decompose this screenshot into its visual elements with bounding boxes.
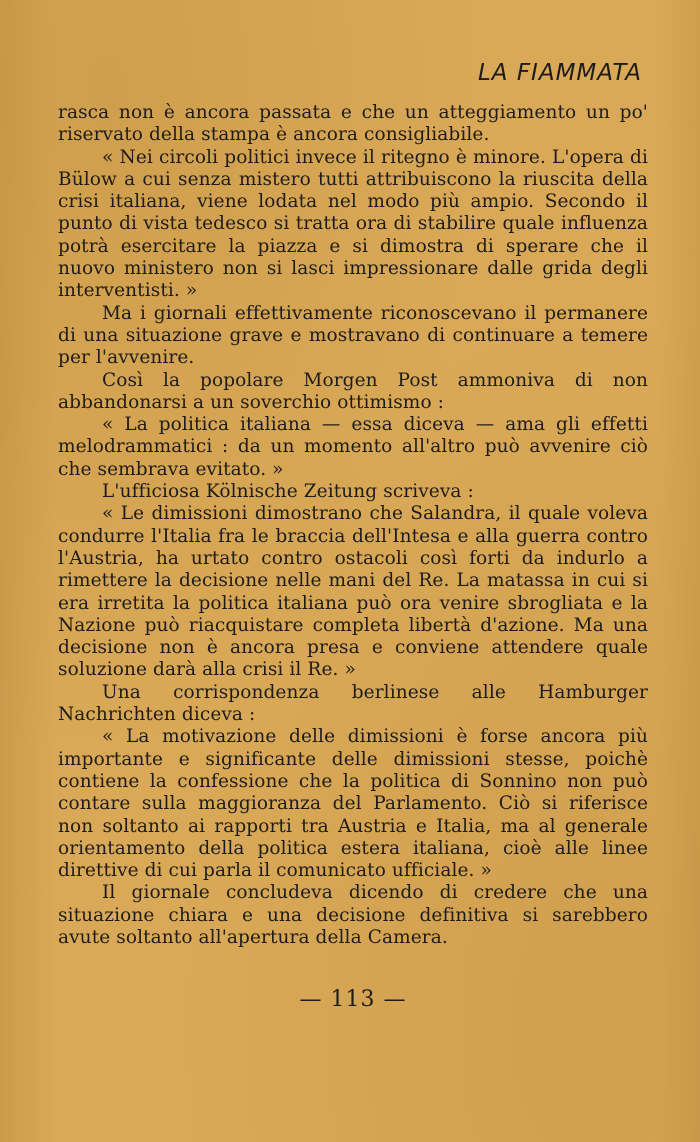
paragraph-1: rasca non è ancora passata e che un atteggiamento un po' riservato della stampa è ancora consigliabile.	[58, 102, 648, 146]
paragraph-6: L'ufficiosa Kölnische Zeitung scriveva :	[102, 481, 474, 503]
paragraph-10: Il giornale concludeva dicendo di credere che una situazione chiara e una decisione definitiva si sarebbero avute soltanto all'apertura della Camera.	[58, 882, 648, 948]
body-text	[58, 102, 648, 949]
paragraph-8: Una corrispondenza berlinese alle Hamburger Nachrichten diceva :	[58, 681, 648, 726]
paragraph-9: « La motivazione delle dimissioni è forse ancora più importante e significante delle dimissioni stesse, poichè contiene la confessione che la politica di Sonnino non può contare sulla maggioranza del Parlamento. Ciò si riferisce non soltanto ai rapporti tra Austria e Italia, ma al generale orientamento della politica estera italiana, cioè alle linee direttive di cui parla il comunicato ufficiale. »	[58, 726, 648, 882]
page-number: — 113 —	[299, 987, 407, 1013]
paragraph-4: Così la popolare Morgen Post ammoniva di non abbandonarsi a un soverchio ottimismo :	[58, 369, 648, 413]
paragraph-2: « Nei circoli politici invece il ritegno è minore. L'opera di Bülow a cui senza mistero tutti attribuiscono la riuscita della crisi italiana, viene lodata nel modo più ampio. Secondo il punto di vista tedesco si tratta ora di stabilire quale influenza potrà esercitare la piazza e si dimostra di sperare che il nuovo ministero non si lasci impressionare dalle grida degli interventisti. »	[58, 146, 648, 302]
book-page	[58, 60, 648, 1012]
running-head: LA FIAMMATA	[477, 60, 642, 86]
paragraph-7: « Le dimissioni dimostrano che Salandra, il quale voleva condurre l'Italia fra le braccia dell'Intesa e alla guerra contro l'Austria, ha urtato contro ostacoli così forti da indurlo a rimettere la decisione nelle mani del Re. La matassa in cui si era irretita la politica italiana può ora venire sbrogliata e la Nazione può riacquistare completa libertà d'azione. Ma una decisione non è ancora presa e conviene attendere quale soluzione darà alla crisi il Re. »	[58, 503, 648, 681]
paragraph-5: « La politica italiana — essa diceva — ama gli effetti melodrammatici : da un momento all'altro può avvenire ciò che sembrava evitato. »	[58, 414, 648, 480]
paragraph-3: Ma i giornali effettivamente riconoscevano il permanere di una situazione grave e mostravano di continuare a temere per l'avvenire.	[58, 302, 648, 369]
